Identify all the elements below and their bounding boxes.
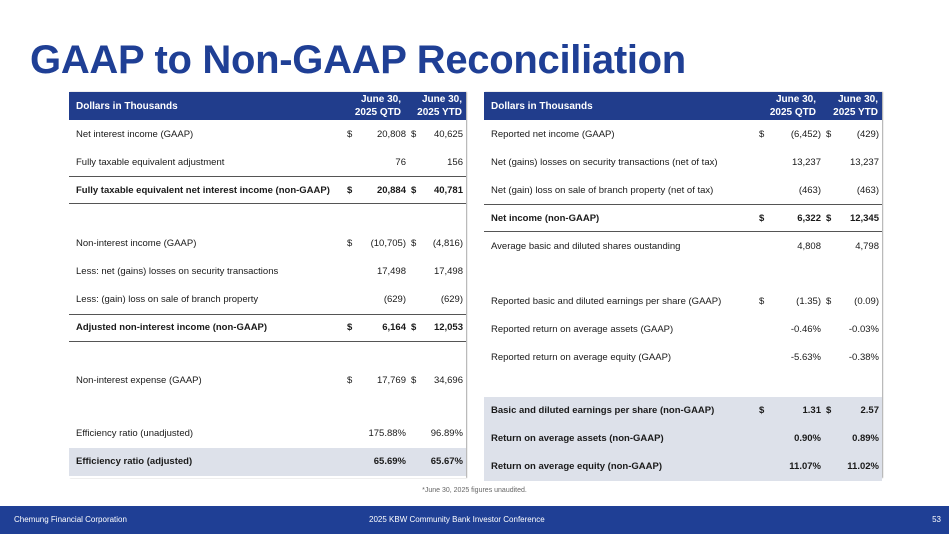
right-reconciliation-table <box>484 92 882 478</box>
table-row-subtotal: Fully taxable equivalent net interest income (non-GAAP) $ 20,884 $ 40,781 <box>69 176 466 204</box>
table-header <box>69 92 466 120</box>
left-reconciliation-table <box>69 92 466 478</box>
header-label: Dollars in Thousands <box>76 100 178 112</box>
table-row: Less: (gain) loss on sale of branch property (629) (629) <box>76 294 463 306</box>
spacer <box>69 204 466 229</box>
table-row: Less: net (gains) losses on security transactions 17,498 17,498 <box>76 265 463 277</box>
page-title: GAAP to Non-GAAP Reconciliation <box>30 38 686 82</box>
header-col-qtd: June 30, 2025 QTD <box>354 94 401 118</box>
spacer <box>69 395 466 420</box>
table-row-highlight: Basic and diluted earnings per share (non-GAAP) $ 1.31 $ 2.57 <box>484 397 882 425</box>
table-row: Reported net income (GAAP) $ (6,452) $ (429) <box>491 128 879 140</box>
table-row-subtotal: Adjusted non-interest income (non-GAAP) $ 6,164 $ 12,053 <box>69 314 466 342</box>
table-row-highlight: Return on average equity (non-GAAP) 11.07% 11.02% <box>484 453 882 481</box>
header-col-ytd: June 30, 2025 YTD <box>833 94 878 118</box>
spacer <box>484 372 882 397</box>
footer-event: 2025 KBW Community Bank Investor Conference <box>369 515 545 524</box>
table-row: Net (gains) losses on security transactions (net of tax) 13,237 13,237 <box>491 156 879 168</box>
page-number: 53 <box>932 515 941 524</box>
table-header <box>484 92 882 120</box>
table-row: Reported basic and diluted earnings per share (GAAP) $ (1.35) $ (0.09) <box>491 296 879 308</box>
table-row: Average basic and diluted shares oustanding 4,808 4,798 <box>491 240 879 252</box>
table-row-highlight: Efficiency ratio (adjusted) 65.69% 65.67% <box>69 448 466 476</box>
table-row-highlight: Return on average assets (non-GAAP) 0.90% 0.89% <box>484 425 882 453</box>
header-col-ytd: June 30, 2025 YTD <box>417 94 462 118</box>
table-row: Non-interest income (GAAP) $ (10,705) $ (4,816) <box>76 237 463 249</box>
table-row: Non-interest expense (GAAP) $ 17,769 $ 34,696 <box>76 375 463 387</box>
footer-bar <box>0 506 949 534</box>
footer-company: Chemung Financial Corporation <box>14 515 127 524</box>
header-col-qtd: June 30, 2025 QTD <box>769 94 816 118</box>
table-row: Net (gain) loss on sale of branch property (net of tax) (463) (463) <box>491 184 879 196</box>
table-row-subtotal: Net income (non-GAAP) $ 6,322 $ 12,345 <box>484 204 882 232</box>
header-label: Dollars in Thousands <box>491 100 593 112</box>
table-row: Reported return on average equity (GAAP) -5.63% -0.38% <box>491 352 879 364</box>
table-row: Efficiency ratio (unadjusted) 175.88% 96.89% <box>76 428 463 440</box>
spacer <box>69 342 466 367</box>
spacer <box>484 260 882 287</box>
footnote: *June 30, 2025 figures unaudited. <box>422 487 527 494</box>
table-row: Reported return on average assets (GAAP) -0.46% -0.03% <box>491 324 879 336</box>
table-row: Net interest income (GAAP) $ 20,808 $ 40,625 <box>76 128 463 140</box>
table-row: Fully taxable equivalent adjustment 76 156 <box>76 156 463 168</box>
